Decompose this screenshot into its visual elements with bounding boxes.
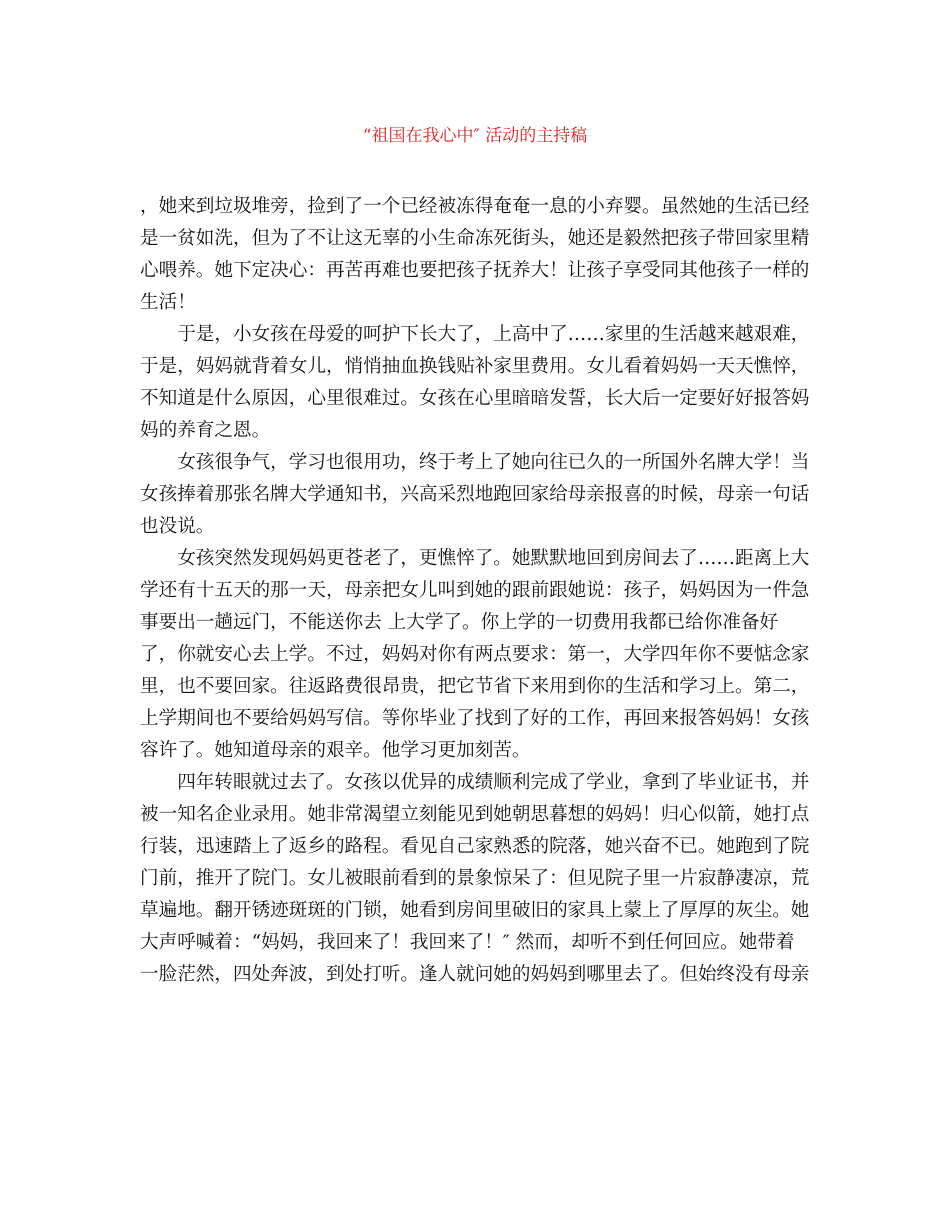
body-line: 妈的养育之恩。 bbox=[140, 420, 271, 441]
body-line: 生活！ bbox=[140, 292, 196, 313]
body-line: 容许了。她知道母亲的艰辛。他学习更加刻苦。 bbox=[140, 740, 531, 761]
body-line: 女孩突然发现妈妈更苍老了，更憔悴了。她默默地回到房间去了……距离上大 bbox=[140, 548, 810, 569]
body-line: 大声呼喊着：“妈妈，我回来了！我回来了！″ 然而，却听不到任何回应。她带着 bbox=[140, 932, 795, 953]
body-line: 了，你就安心去上学。不过，妈妈对你有两点要求：第一，大学四年你不要惦念家 bbox=[140, 644, 810, 665]
body-line: 被一知名企业录用。她非常渴望立刻能见到她朝思暮想的妈妈！归心似箭，她打点 bbox=[140, 804, 810, 825]
body-line: 学还有十五天的那一天，母亲把女儿叫到她的跟前跟她说：孩子，妈妈因为一件急 bbox=[140, 580, 810, 601]
body-line: 女孩很争气，学习也很用功，终于考上了她向往已久的一所国外名牌大学！当 bbox=[140, 452, 810, 473]
body-line: 不知道是什么原因，心里很难过。女孩在心里暗暗发誓，长大后一定要好好报答妈 bbox=[140, 388, 810, 409]
document-body bbox=[140, 191, 812, 991]
body-line: 于是，妈妈就背着女儿，悄悄抽血换钱贴补家里费用。女儿看着妈妈一天天憔悴， bbox=[140, 356, 810, 377]
body-line: 于是，小女孩在母爱的呵护下长大了，上高中了……家里的生活越来越艰难， bbox=[140, 324, 810, 345]
body-line: 女孩捧着那张名牌大学通知书，兴高采烈地跑回家给母亲报喜的时候，母亲一句话 bbox=[140, 484, 810, 505]
body-line: ，她来到垃圾堆旁，捡到了一个已经被冻得奄奄一息的小弃婴。虽然她的生活已经 bbox=[140, 196, 810, 217]
body-line: 一脸茫然，四处奔波，到处打听。逢人就问她的妈妈到哪里去了。但始终没有母亲 bbox=[140, 964, 810, 985]
body-line: 四年转眼就过去了。女孩以优异的成绩顺利完成了学业，拿到了毕业证书，并 bbox=[140, 772, 810, 793]
body-line: 上学期间也不要给妈妈写信。等你毕业了找到了好的工作，再回来报答妈妈！女孩 bbox=[140, 708, 810, 729]
body-line: 门前，推开了院门。女儿被眼前看到的景象惊呆了：但见院子里一片寂静凄凉，荒 bbox=[140, 868, 810, 889]
body-line: 事要出一趟远门，不能送你去 上大学了。你上学的一切费用我都已给你准备好 bbox=[140, 612, 779, 633]
body-line: 草遍地。翻开锈迹斑斑的门锁，她看到房间里破旧的家具上蒙上了厚厚的灰尘。她 bbox=[140, 900, 810, 921]
body-line: 也没说。 bbox=[140, 516, 215, 537]
document-title: “祖国在我心中″ 活动的主持稿 bbox=[362, 126, 588, 146]
body-line: 里，也不要回家。往返路费很昂贵，把它节省下来用到你的生活和学习上。第二， bbox=[140, 676, 810, 697]
body-line: 行装，迅速踏上了返乡的路程。看见自己家熟悉的院落，她兴奋不已。她跑到了院 bbox=[140, 836, 810, 857]
body-line: 心喂养。她下定决心：再苦再难也要把孩子抚养大！让孩子享受同其他孩子一样的 bbox=[140, 260, 810, 281]
body-line: 是一贫如洗，但为了不让这无辜的小生命冻死街头，她还是毅然把孩子带回家里精 bbox=[140, 228, 810, 249]
